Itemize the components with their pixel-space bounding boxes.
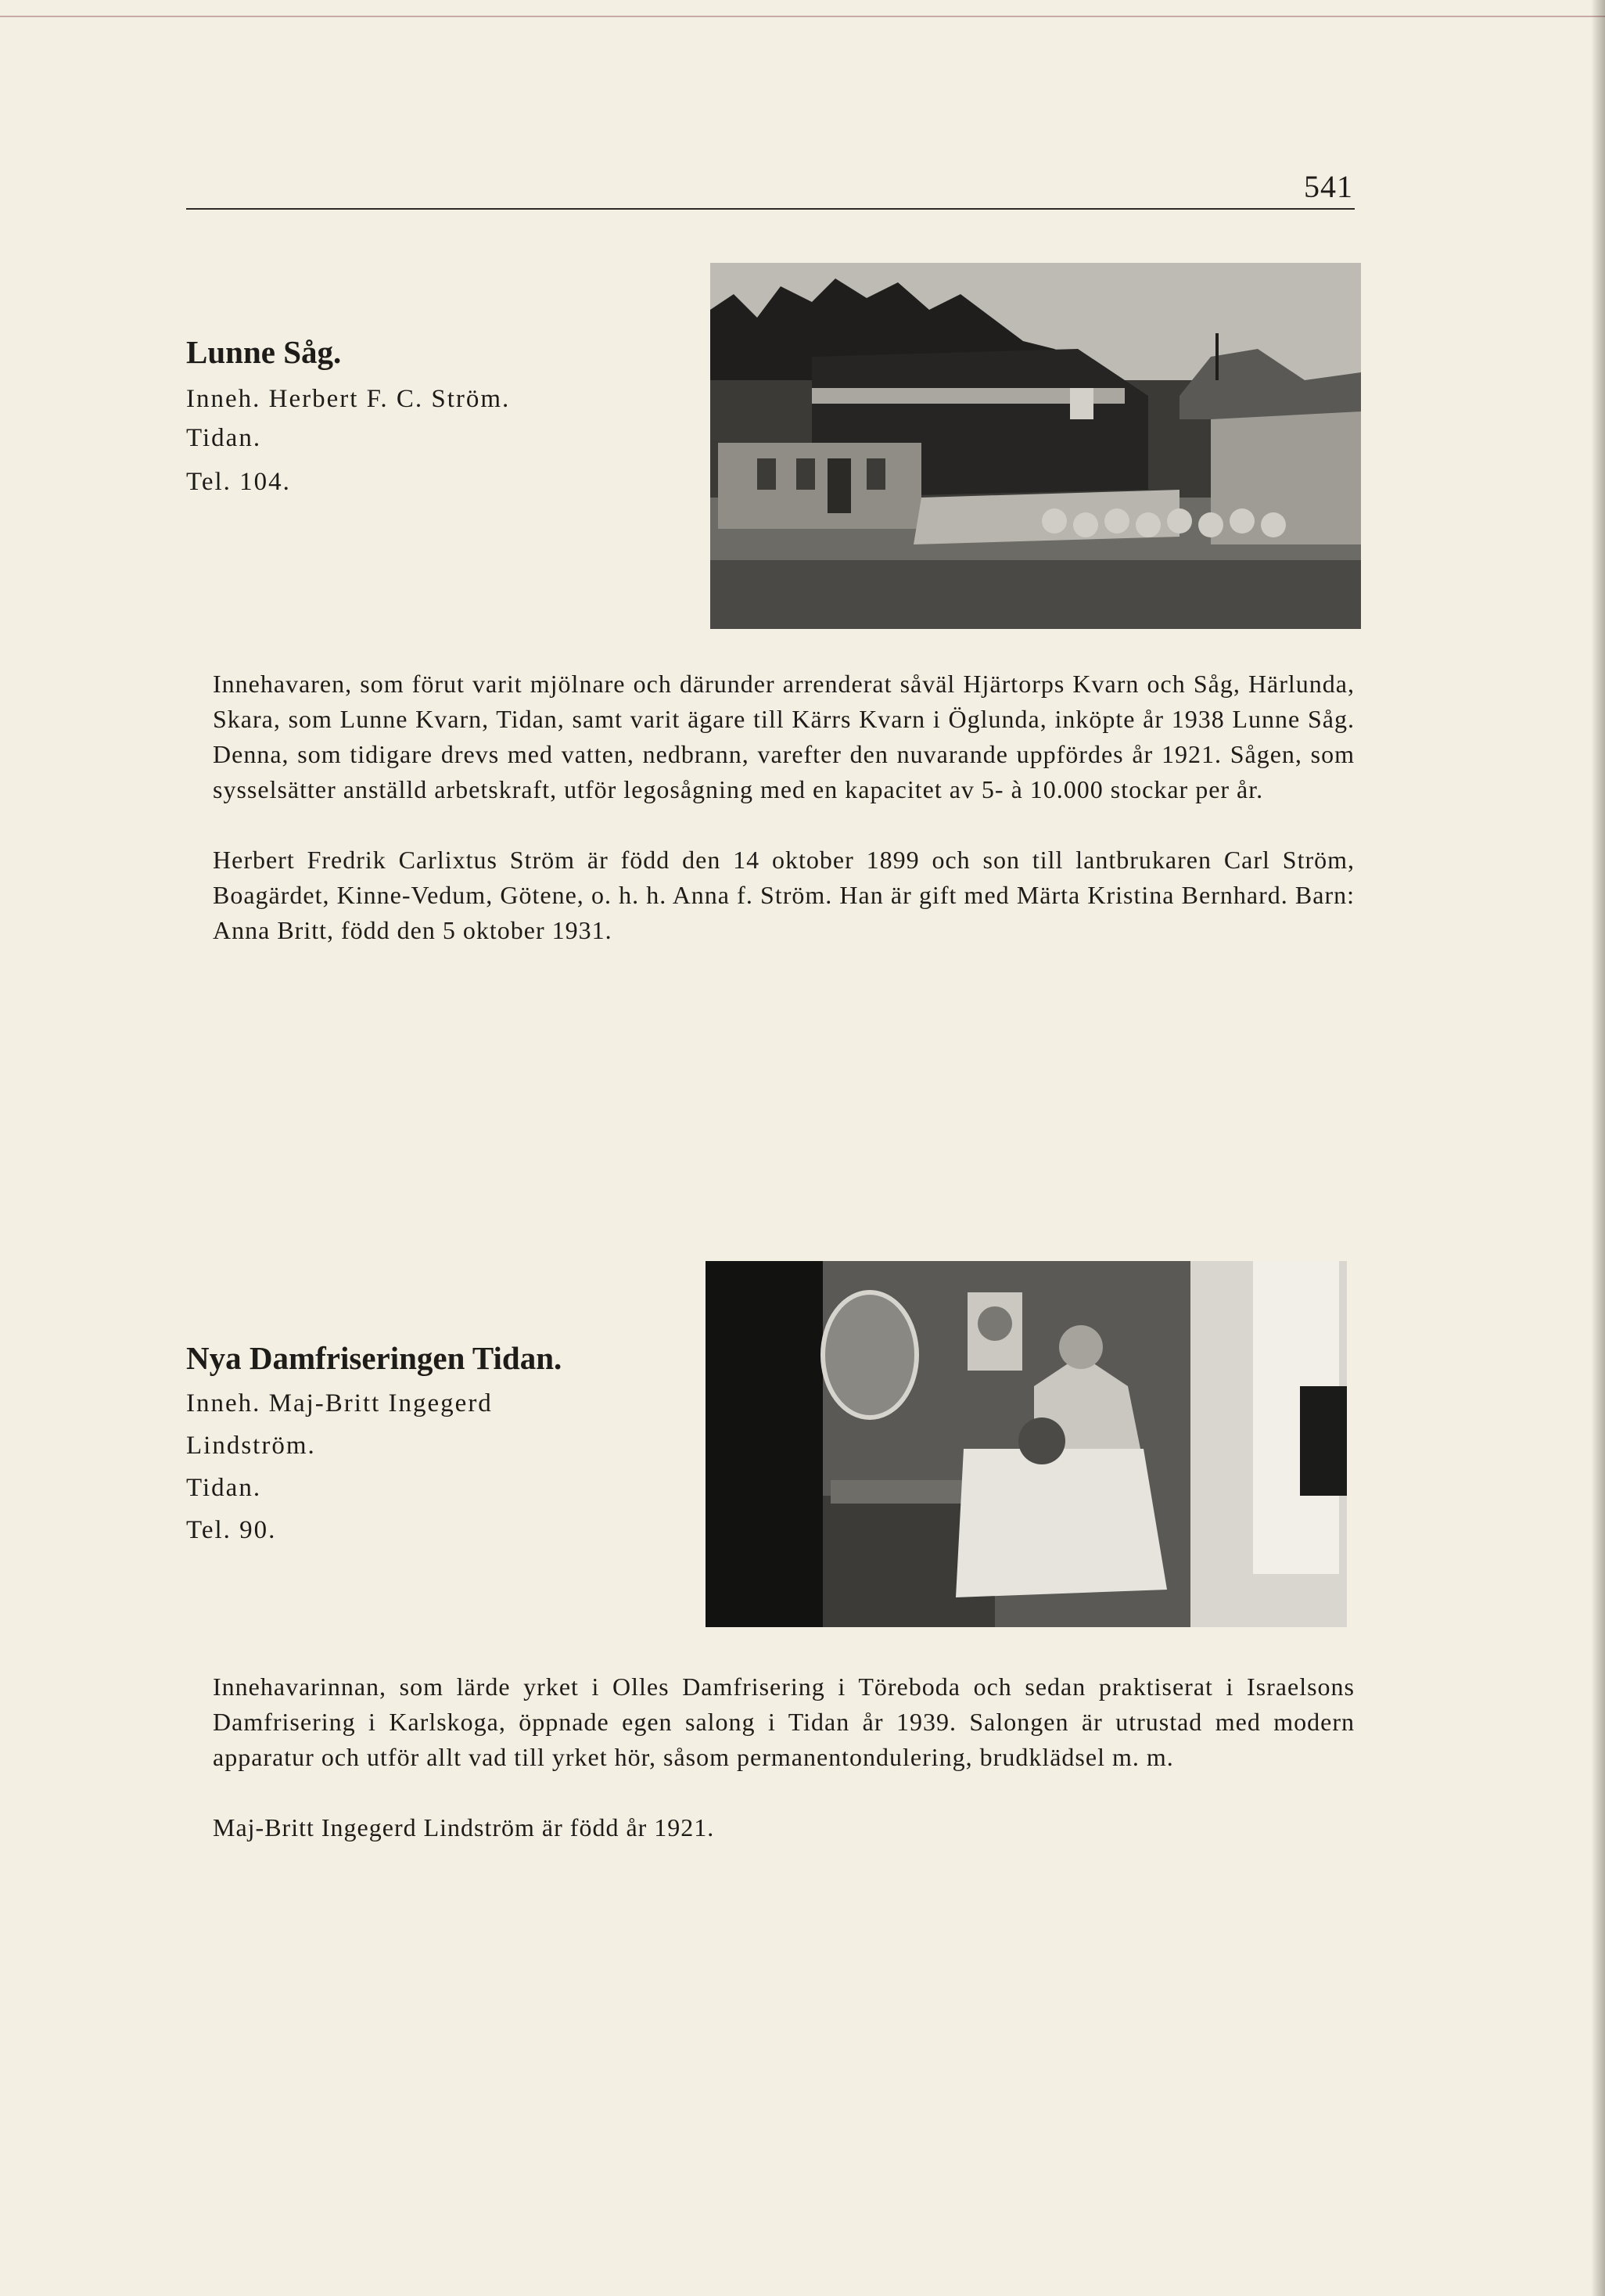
owner-line: Inneh. Maj-Britt Ingegerd xyxy=(186,1389,493,1417)
header-rule xyxy=(186,208,1355,210)
page-number: 541 xyxy=(1304,169,1353,204)
entry-paragraph: Maj-Britt Ingegerd Lindström är född år 1921. xyxy=(213,1813,715,1841)
owner-name-line: Lindström. xyxy=(186,1432,316,1460)
page-top-edge xyxy=(0,16,1605,17)
entry-title: Lunne Såg. xyxy=(186,334,342,370)
owner-line: Inneh. Herbert F. C. Ström. xyxy=(186,385,511,413)
entry-paragraph: Innehavarinnan, som lärde yrket i Olles Damfrisering i Töreboda och sedan praktiserat i Israelsons Damfrisering i Karlskoga, öppnade egen salong i Tidan år 1939. Salongen är utrustad med modern apparatur och utför allt vad till yrket hör, såsom permanentondulering, brudklädsel m. m. xyxy=(213,1673,1355,1771)
entry-paragraph: Innehavaren, som förut varit mjölnare och därunder arrenderat såväl Hjärtorps Kvarn och Såg, Härlunda, Skara, som Lunne Kvarn, Tidan, samt varit ägare till Kärrs Kvarn i Öglunda, inköpte år 1938 Lunne Såg. Denna, som tidigare drevs med vatten, nedbrann, varefter den nuvarande uppfördes år 1921. Sågen, som sysselsätter anställd arbetskraft, utför legosågning med en kapacitet av 5- à 10.000 stockar per år. xyxy=(213,670,1355,803)
page-edge-shadow xyxy=(1591,0,1605,2296)
entry-title: Nya Damfriseringen Tidan. xyxy=(186,1340,562,1376)
location-line: Tidan. xyxy=(186,1474,262,1502)
phone-line: Tel. 104. xyxy=(186,468,291,496)
salon-photo xyxy=(706,1261,1347,1627)
entry-paragraph: Herbert Fredrik Carlixtus Ström är född den 14 oktober 1899 och son till lantbrukaren Carl Ström, Boagärdet, Kinne-Vedum, Götene, o. h. h. Anna f. Ström. Han är gift med Märta Kristina Bernhard. Barn: Anna Britt, född den 5 oktober 1931. xyxy=(213,846,1355,944)
phone-line: Tel. 90. xyxy=(186,1516,277,1544)
location-line: Tidan. xyxy=(186,424,262,452)
sawmill-photo xyxy=(710,263,1361,629)
